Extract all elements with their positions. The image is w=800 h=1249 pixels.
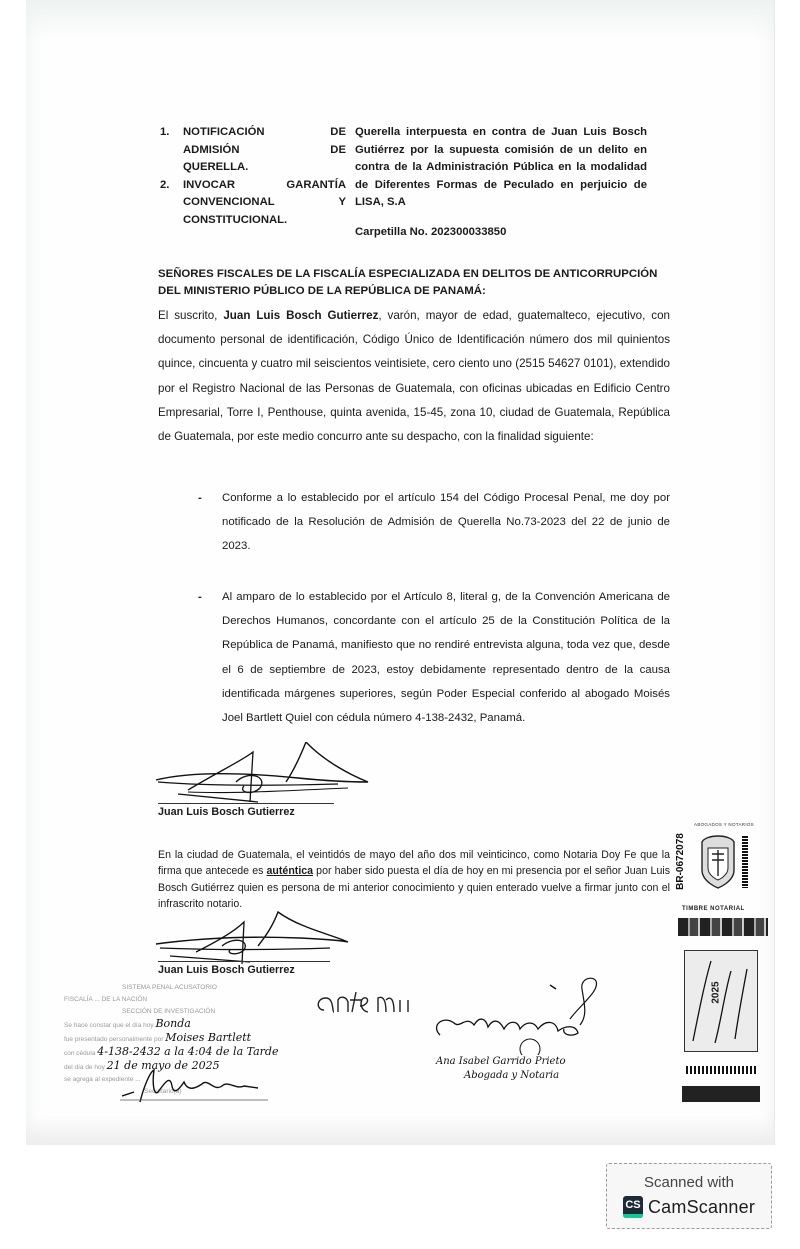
header-item-2 <box>160 177 346 230</box>
seal-serial-number: BR-0672078 <box>674 833 686 890</box>
case-subject: Querella interpuesta en contra de Juan Luis Bosch Gutiérrez por la supuesta comisión de un delito en contra de la Administración Pública en la modalidad de Diferentes Formas de Peculado en perjuicio de LISA, S.A <box>355 126 647 209</box>
stamp-signature-icon <box>118 1066 298 1110</box>
signatory-name: Juan Luis Bosch Gutierrez <box>158 806 295 818</box>
notary-title: Abogada y Notaria <box>464 1070 560 1081</box>
header-line: INVOCAR GARANTÍA <box>183 178 346 191</box>
stamp-serial-block <box>682 1086 760 1102</box>
barcode-icon <box>742 836 748 888</box>
handwritten-ante-mi-icon <box>312 982 422 1022</box>
authentic-emphasis: auténtica <box>266 865 314 878</box>
header-line: QUERELLA. <box>183 161 249 174</box>
seal-label: TIMBRE NOTARIAL <box>682 906 745 912</box>
camscanner-watermark <box>606 1163 772 1229</box>
stamp-field: se agrega al expediente ... <box>64 1076 141 1083</box>
stamp-footer: Secretario(a) <box>144 1088 182 1095</box>
stamp-field: del día de hoy 21 de mayo de 2025 <box>64 1060 220 1072</box>
camscanner-logo-icon: CS <box>623 1196 643 1218</box>
notary-text: En la ciudad de Guatemala, el veintidós de mayo del año dos mil veinticinco, como Notaria Doy Fe que la firma que antecede es <box>158 849 670 878</box>
intro-paragraph <box>158 304 670 449</box>
bullet-text: Al amparo de lo establecido por el Artículo 8, literal g, de la Convención Americana de Derechos Humanos, concordante con el artículo 25 de la Constitución Política de la República de Panamá, manifiesto que no rendiré entrevista alguna, toda vez que, desde el 6 de septiembre de 2023, estoy debidamente representado dentro de la causa identificada márgenes superiores, según Poder Especial conferido al abogado Moisés Joel Bartlett Quiel con cédula número 4-138-2432, Panamá. <box>222 591 670 725</box>
header-line: CONSTITUCIONAL. <box>183 213 288 226</box>
barcode-icon <box>686 1066 758 1074</box>
bullet-item-1 <box>198 486 670 559</box>
stamp-field: fue presentado personalmente por Moises Bartlett <box>64 1032 252 1044</box>
notary-signature-icon <box>430 975 610 1055</box>
stamp-field: Se hace constar que el día hoy Bonda <box>64 1018 191 1030</box>
header-item-1 <box>160 124 346 177</box>
handwritten-signature-icon <box>150 910 350 965</box>
item-number: 1. <box>160 126 170 138</box>
bullet-dash-icon: - <box>198 591 202 603</box>
intro-prefix: El suscrito, <box>158 309 224 322</box>
notary-certification <box>158 847 670 913</box>
signatory-name: Juan Luis Bosch Gutierrez <box>158 964 295 976</box>
header-line: CONVENCIONAL Y <box>183 196 346 209</box>
scan-shadow-bottom <box>26 1115 774 1145</box>
signature-line <box>158 961 330 962</box>
header-line: ADMISIÓN DE <box>183 143 346 156</box>
signature-line <box>158 803 334 804</box>
header-line: NOTIFICACIÓN DE <box>183 126 346 138</box>
case-number: Carpetilla No. 202300033850 <box>355 226 507 238</box>
seal-band <box>678 918 768 936</box>
watermark-brand: CamScanner <box>647 1196 756 1217</box>
bullet-dash-icon: - <box>198 492 202 504</box>
declarant-name: Juan Luis Bosch Gutierrez <box>223 309 379 322</box>
bullet-text: Conforme a lo establecido por el artículo 154 del Código Procesal Penal, me doy por notificado de la Resolución de Admisión de Querella No.73-2023 del 22 de junio de 2023. <box>222 492 670 553</box>
notary-text: por haber sido puesta el día de hoy en mi presencia por el señor Juan Luis Bosch Gutiérrez quien es persona de mi anterior conocimiento y quien enterado vuelve a firmar junto con el infrascrito notario. <box>158 865 670 911</box>
stamp-line: FISCALÍA ... DE LA NACIÓN <box>64 996 148 1003</box>
header-list <box>160 124 346 230</box>
bullet-item-2 <box>198 585 670 730</box>
stamp-field: con cédula 4-138-2432 a la 4:04 de la Tarde <box>64 1046 279 1058</box>
intro-text: , varón, mayor de edad, guatemalteco, ejecutivo, con documento personal de identificación, Código Único de Identificación número dos mil quinientos quince, cincuenta y cuatro mil seiscientos veintisiete, cero ciento uno (2515 54627 0101), extendido por el Registro Nacional de las Personas de Guatemala, con oficinas ubicadas en Edificio Centro Empresarial, Torre I, Penthouse, quinta avenida, 15-45, zona 10, ciudad de Guatemala, República de Guatemala, por este medio concurro ante su despacho, con la finalidad siguiente: <box>158 309 670 444</box>
notary-name: Ana Isabel Garrido Prieto <box>436 1056 566 1067</box>
tax-stamp <box>684 950 758 1052</box>
coat-of-arms-icon <box>696 832 740 892</box>
item-number: 2. <box>160 178 170 191</box>
addressee: SEÑORES FISCALES DE LA FISCALÍA ESPECIALIZADA EN DELITOS DE ANTICORRUPCIÓN DEL MINISTERIO PÚBLICO DE LA REPÚBLICA DE PANAMÁ: <box>158 268 658 297</box>
stamp-line: SECCIÓN DE INVESTIGACIÓN <box>122 1008 216 1015</box>
handwritten-signature-icon <box>148 742 388 804</box>
watermark-caption: Scanned with <box>643 1174 735 1191</box>
notary-signature-block <box>436 1055 566 1083</box>
scan-shadow-top <box>26 0 774 40</box>
stamp-year: 2025 <box>710 981 722 1004</box>
stamp-line: SISTEMA PENAL ACUSATORIO <box>122 984 217 991</box>
notarial-seal-strip <box>674 822 770 1112</box>
seal-header: ABOGADOS Y NOTARIOS <box>694 822 754 827</box>
